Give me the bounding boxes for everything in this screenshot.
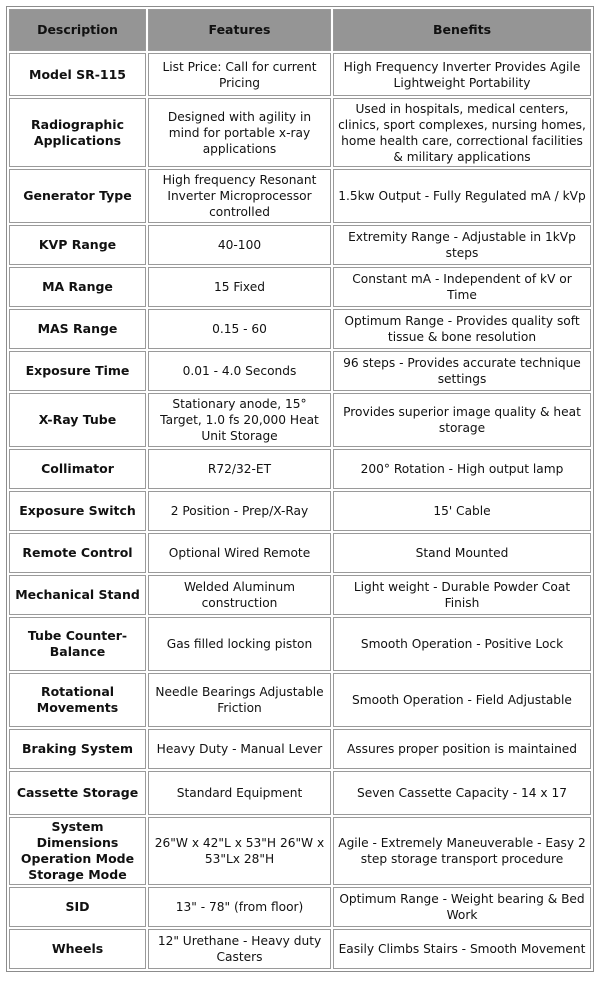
description-cell: Exposure Switch	[9, 491, 146, 531]
description-cell: Radiographic Applications	[9, 98, 146, 167]
description-cell: Remote Control	[9, 533, 146, 573]
features-cell: Optional Wired Remote	[148, 533, 331, 573]
benefits-cell: Smooth Operation - Positive Lock	[333, 617, 591, 671]
description-cell: SID	[9, 887, 146, 927]
features-cell: Designed with agility in mind for portable x-ray applications	[148, 98, 331, 167]
features-cell: Standard Equipment	[148, 771, 331, 815]
benefits-cell: High Frequency Inverter Provides Agile Lightweight Portability	[333, 53, 591, 96]
header-benefits: Benefits	[333, 9, 591, 51]
table-row	[9, 309, 591, 349]
description-cell: Generator Type	[9, 169, 146, 223]
features-cell: 2 Position - Prep/X-Ray	[148, 491, 331, 531]
features-cell: 12" Urethane - Heavy duty Casters	[148, 929, 331, 969]
features-cell: 40-100	[148, 225, 331, 265]
description-cell: Tube Counter-Balance	[9, 617, 146, 671]
description-cell: Braking System	[9, 729, 146, 769]
benefits-cell: Seven Cassette Capacity - 14 x 17	[333, 771, 591, 815]
table-row	[9, 533, 591, 573]
features-cell: Stationary anode, 15° Target, 1.0 fs 20,000 Heat Unit Storage	[148, 393, 331, 447]
table-row	[9, 575, 591, 615]
table-row	[9, 491, 591, 531]
description-cell: System Dimensions Operation Mode Storage Mode	[9, 817, 146, 885]
description-cell: MA Range	[9, 267, 146, 307]
benefits-cell: Optimum Range - Weight bearing & Bed Work	[333, 887, 591, 927]
table-row	[9, 225, 591, 265]
features-cell: Heavy Duty - Manual Lever	[148, 729, 331, 769]
table-row	[9, 817, 591, 885]
table-row	[9, 449, 591, 489]
features-cell: 26"W x 42"L x 53"H 26"W x 53"Lx 28"H	[148, 817, 331, 885]
features-cell: 0.01 - 4.0 Seconds	[148, 351, 331, 391]
description-cell: Wheels	[9, 929, 146, 969]
table-row	[9, 351, 591, 391]
description-cell: Exposure Time	[9, 351, 146, 391]
spec-table	[6, 6, 594, 972]
features-cell: Gas filled locking piston	[148, 617, 331, 671]
features-cell: Welded Aluminum construction	[148, 575, 331, 615]
table-row	[9, 393, 591, 447]
benefits-cell: Agile - Extremely Maneuverable - Easy 2 step storage transport procedure	[333, 817, 591, 885]
description-cell: Collimator	[9, 449, 146, 489]
header-features: Features	[148, 9, 331, 51]
description-cell: Cassette Storage	[9, 771, 146, 815]
benefits-cell: Light weight - Durable Powder Coat Finish	[333, 575, 591, 615]
table-row	[9, 673, 591, 727]
table-row	[9, 267, 591, 307]
benefits-cell: Constant mA - Independent of kV or Time	[333, 267, 591, 307]
benefits-cell: 1.5kw Output - Fully Regulated mA / kVp	[333, 169, 591, 223]
features-cell: Needle Bearings Adjustable Friction	[148, 673, 331, 727]
benefits-cell: Extremity Range - Adjustable in 1kVp steps	[333, 225, 591, 265]
benefits-cell: Assures proper position is maintained	[333, 729, 591, 769]
description-cell: KVP Range	[9, 225, 146, 265]
description-cell: Rotational Movements	[9, 673, 146, 727]
features-cell: High frequency Resonant Inverter Microprocessor controlled	[148, 169, 331, 223]
features-cell: 15 Fixed	[148, 267, 331, 307]
benefits-cell: Smooth Operation - Field Adjustable	[333, 673, 591, 727]
benefits-cell: Stand Mounted	[333, 533, 591, 573]
benefits-cell: Provides superior image quality & heat storage	[333, 393, 591, 447]
table-row	[9, 729, 591, 769]
benefits-cell: 200° Rotation - High output lamp	[333, 449, 591, 489]
features-cell: 13" - 78" (from floor)	[148, 887, 331, 927]
table-row	[9, 169, 591, 223]
header-row	[9, 9, 591, 51]
description-cell: MAS Range	[9, 309, 146, 349]
benefits-cell: 15' Cable	[333, 491, 591, 531]
benefits-cell: Optimum Range - Provides quality soft tissue & bone resolution	[333, 309, 591, 349]
benefits-cell: 96 steps - Provides accurate technique settings	[333, 351, 591, 391]
description-cell: Mechanical Stand	[9, 575, 146, 615]
features-cell: R72/32-ET	[148, 449, 331, 489]
table-row	[9, 929, 591, 969]
benefits-cell: Used in hospitals, medical centers, clinics, sport complexes, nursing homes, home health care, correctional facilities & military applications	[333, 98, 591, 167]
table-row	[9, 887, 591, 927]
description-cell: X-Ray Tube	[9, 393, 146, 447]
features-cell: 0.15 - 60	[148, 309, 331, 349]
table-row	[9, 771, 591, 815]
table-row	[9, 617, 591, 671]
table-row	[9, 53, 591, 96]
header-description: Description	[9, 9, 146, 51]
table-row	[9, 98, 591, 167]
description-cell: Model SR-115	[9, 53, 146, 96]
features-cell: List Price: Call for current Pricing	[148, 53, 331, 96]
benefits-cell: Easily Climbs Stairs - Smooth Movement	[333, 929, 591, 969]
